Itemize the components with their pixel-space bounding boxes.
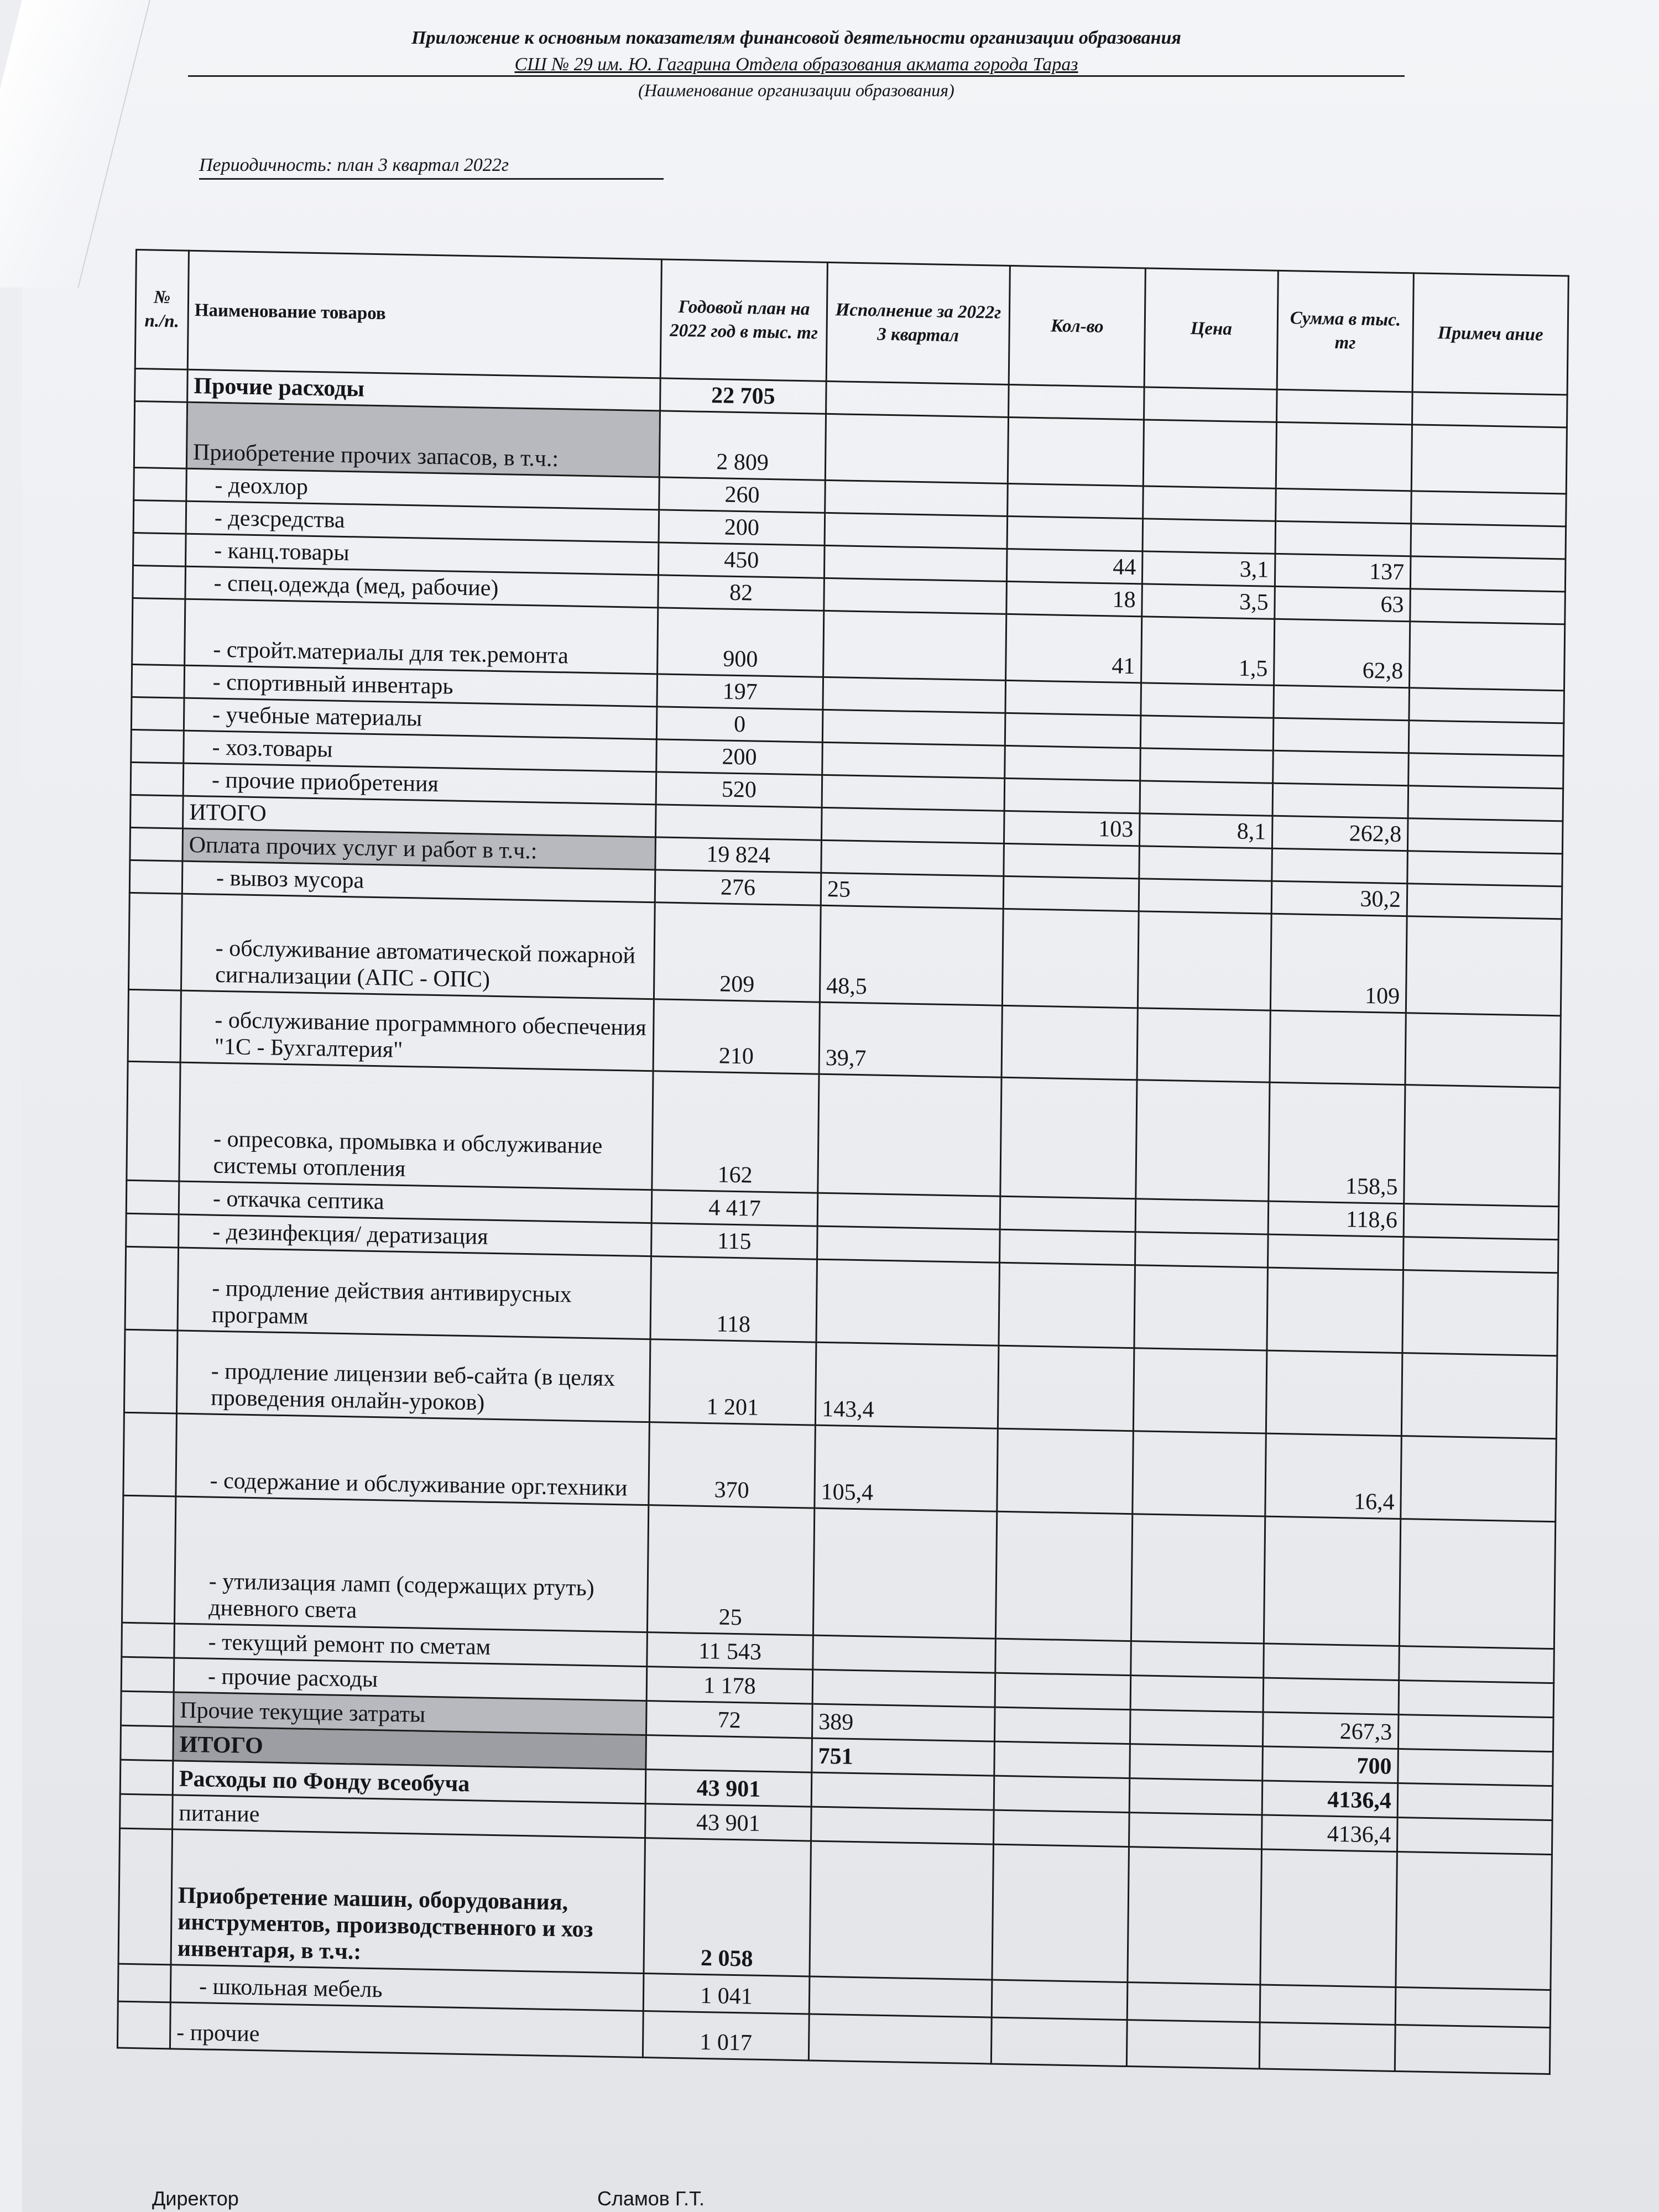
- name-cell: - продление действия антивирусных программ: [178, 1248, 651, 1339]
- name-cell: - продление лицензии веб-сайта (в целях проведения онлайн-уроков): [176, 1331, 650, 1422]
- expense-table: [117, 249, 1569, 2075]
- plan-cell: 370: [649, 1422, 816, 1508]
- qty-cell: [1002, 909, 1139, 1008]
- qty-cell: [994, 1810, 1130, 1846]
- price-cell: [1135, 1232, 1269, 1267]
- sum-cell: [1267, 1267, 1404, 1353]
- sum-cell: 16,4: [1265, 1433, 1402, 1519]
- name-cell: Оплата прочих услуг и работ в т.ч.:: [182, 828, 656, 870]
- exec-cell: [811, 1772, 994, 1810]
- price-cell: 1,5: [1141, 617, 1275, 685]
- qty-cell: [1005, 680, 1141, 715]
- plan-cell: 1 201: [649, 1339, 816, 1425]
- qty-cell: [995, 1639, 1131, 1675]
- plan-cell: 19 824: [655, 837, 822, 873]
- sum-cell: 137: [1275, 554, 1411, 588]
- price-cell: [1131, 1514, 1265, 1644]
- name-cell: Расходы по Фонду всеобуча: [173, 1761, 646, 1804]
- note-cell: [1399, 1646, 1554, 1683]
- col-note-header: Примеч ание: [1412, 273, 1568, 395]
- num-cell: [120, 1794, 173, 1829]
- name-cell: Приобретение прочих запасов, в т.ч.:: [186, 402, 660, 477]
- qty-cell: [1005, 745, 1141, 780]
- sum-cell: 62,8: [1274, 619, 1410, 687]
- sum-cell: [1277, 389, 1413, 424]
- note-cell: [1398, 1749, 1553, 1786]
- exec-cell: [821, 840, 1004, 876]
- name-cell: Приобретение машин, оборудования, инструментов, производственного и хоз инвентаря, в т.ч.:: [171, 1829, 645, 1974]
- name-cell: - хоз.товары: [184, 731, 657, 772]
- note-cell: [1410, 556, 1566, 592]
- organization-caption: (Наименование организации образования): [638, 80, 954, 100]
- price-cell: [1142, 519, 1276, 554]
- note-cell: [1404, 1204, 1559, 1240]
- name-cell: - дезсредства: [186, 501, 659, 542]
- note-cell: [1410, 622, 1565, 691]
- organization-name: СШ № 29 им. Ю. Гагарина Отдела образования акмата города Тараз: [514, 54, 1078, 75]
- table-row: [122, 1495, 1555, 1648]
- note-cell: [1411, 491, 1567, 526]
- exec-cell: [825, 480, 1008, 516]
- expense-table-wrap: [117, 249, 1568, 2075]
- exec-cell: 48,5: [820, 905, 1003, 1005]
- num-cell: [134, 401, 187, 468]
- qty-cell: [1004, 778, 1140, 813]
- num-cell: [131, 697, 184, 731]
- sum-cell: [1264, 1516, 1400, 1646]
- price-cell: [1130, 1676, 1264, 1712]
- price-cell: [1126, 2020, 1260, 2069]
- sum-cell: [1276, 488, 1412, 523]
- name-cell: - опресовка, промывка и обслуживание системы отопления: [179, 1062, 653, 1190]
- price-cell: [1141, 683, 1274, 718]
- num-cell: [128, 989, 181, 1062]
- exec-cell: [817, 1226, 1000, 1262]
- qty-cell: 44: [1006, 549, 1142, 583]
- num-cell: [123, 1412, 177, 1496]
- plan-cell: 1 017: [643, 2011, 809, 2060]
- sum-cell: [1260, 1849, 1397, 1987]
- exec-cell: [822, 742, 1005, 778]
- col-plan-header: Годовой план на 2022 год в тыс. тг: [660, 259, 827, 381]
- exec-cell: [816, 1259, 1000, 1345]
- exec-cell: [810, 1841, 994, 1980]
- sum-cell: 30,2: [1271, 881, 1407, 916]
- qty-cell: [1007, 516, 1143, 551]
- note-cell: [1410, 589, 1566, 624]
- name-cell: - учебные материалы: [184, 698, 657, 739]
- plan-cell: [655, 805, 822, 840]
- name-cell: - канц.товары: [185, 534, 659, 575]
- price-cell: [1129, 1778, 1262, 1815]
- exec-cell: [822, 709, 1005, 745]
- qty-cell: [994, 1741, 1130, 1778]
- num-cell: [132, 664, 185, 698]
- col-price-header: Цена: [1144, 268, 1278, 389]
- name-cell: - текущий ремонт по сметам: [174, 1624, 648, 1667]
- num-cell: [133, 500, 186, 534]
- col-num-header: № п./п.: [135, 250, 189, 370]
- note-cell: [1407, 851, 1563, 886]
- exec-cell: [822, 775, 1005, 811]
- sum-cell: [1275, 521, 1411, 556]
- plan-cell: 1 178: [646, 1667, 813, 1704]
- plan-cell: 25: [647, 1505, 814, 1635]
- sum-cell: 700: [1262, 1746, 1399, 1783]
- note-cell: [1397, 1817, 1552, 1854]
- qty-cell: [991, 2017, 1127, 2066]
- exec-cell: [812, 1670, 995, 1707]
- plan-cell: 115: [651, 1223, 818, 1259]
- note-cell: [1401, 1436, 1557, 1522]
- price-cell: 3,5: [1142, 584, 1275, 619]
- sum-cell: [1259, 2022, 1395, 2071]
- name-cell: - прочие приобретения: [183, 763, 656, 805]
- exec-cell: [813, 1635, 996, 1673]
- sum-cell: [1270, 1010, 1406, 1084]
- plan-cell: 22 705: [660, 378, 827, 414]
- plan-cell: 82: [658, 575, 825, 611]
- director-label: Директор: [152, 2187, 239, 2210]
- qty-cell: [1003, 876, 1139, 911]
- price-cell: [1131, 1641, 1264, 1678]
- price-cell: [1138, 911, 1271, 1010]
- note-cell: [1407, 818, 1563, 854]
- exec-cell: [826, 381, 1009, 417]
- num-cell: [120, 1760, 173, 1795]
- name-cell: - спец.одежда (мед, рабочие): [185, 566, 659, 608]
- sum-cell: 109: [1270, 914, 1407, 1013]
- plan-cell: 2 058: [644, 1838, 811, 1976]
- num-cell: [121, 1725, 174, 1761]
- qty-cell: [992, 1844, 1129, 1982]
- plan-cell: 2 809: [659, 411, 826, 480]
- sum-cell: 262,8: [1272, 816, 1408, 851]
- organization-underline: [188, 75, 1405, 77]
- qty-cell: 18: [1006, 581, 1142, 616]
- price-cell: [1140, 781, 1273, 816]
- plan-cell: 43 901: [645, 1770, 812, 1807]
- qty-cell: [1005, 713, 1141, 748]
- plan-cell: 43 901: [645, 1804, 812, 1841]
- num-cell: [128, 893, 182, 990]
- name-cell: - обслуживание программного обеспечения "1С - Бухгалтерия": [180, 990, 654, 1071]
- price-cell: [1143, 420, 1276, 488]
- qty-cell: [1001, 1005, 1138, 1079]
- plan-cell: 118: [650, 1256, 817, 1342]
- note-cell: [1395, 1987, 1551, 2027]
- price-cell: [1135, 1199, 1269, 1234]
- num-cell: [122, 1623, 175, 1658]
- exec-cell: [808, 2014, 992, 2064]
- num-cell: [127, 1061, 180, 1181]
- sum-cell: 118,6: [1268, 1201, 1404, 1237]
- sum-cell: [1272, 783, 1408, 818]
- num-cell: [132, 598, 185, 665]
- note-cell: [1408, 753, 1564, 789]
- price-cell: [1137, 1008, 1270, 1082]
- name-cell: - прочие: [170, 2002, 643, 2058]
- sum-cell: [1273, 718, 1409, 753]
- exec-cell: [823, 611, 1006, 680]
- name-cell: - вывоз мусора: [182, 861, 655, 902]
- price-cell: [1133, 1348, 1267, 1433]
- note-cell: [1396, 1851, 1552, 1990]
- num-cell: [121, 1657, 174, 1692]
- qty-cell: [995, 1511, 1132, 1641]
- col-sum-header: Сумма в тыс. тг: [1277, 270, 1413, 392]
- qty-cell: [994, 1707, 1130, 1744]
- price-cell: [1130, 1744, 1263, 1781]
- exec-cell: [813, 1508, 997, 1639]
- exec-cell: [821, 807, 1004, 843]
- col-name-header: Наименование товаров: [187, 251, 661, 378]
- note-cell: [1399, 1681, 1554, 1718]
- name-cell: Прочие расходы: [187, 369, 661, 411]
- num-cell: [131, 729, 184, 763]
- num-cell: [121, 1691, 174, 1726]
- note-cell: [1403, 1237, 1558, 1273]
- note-cell: [1412, 392, 1567, 427]
- exec-cell: 25: [821, 873, 1004, 909]
- note-cell: [1408, 721, 1564, 756]
- document-header: [188, 28, 1405, 101]
- sum-cell: [1266, 1350, 1402, 1436]
- price-cell: [1133, 1431, 1266, 1516]
- num-cell: [131, 762, 184, 796]
- note-cell: [1411, 425, 1567, 494]
- plan-cell: 520: [656, 772, 822, 807]
- sum-cell: 4136,4: [1262, 1781, 1398, 1817]
- price-cell: [1128, 1847, 1262, 1985]
- plan-cell: 260: [659, 477, 826, 513]
- price-cell: [1139, 846, 1272, 881]
- price-cell: 8,1: [1139, 813, 1272, 848]
- director-name: Сламов Г.Т.: [597, 2187, 705, 2210]
- plan-cell: 210: [653, 999, 820, 1074]
- price-cell: [1127, 1983, 1260, 2022]
- plan-cell: 11 543: [647, 1632, 813, 1670]
- exec-cell: [824, 545, 1007, 581]
- note-cell: [1401, 1353, 1557, 1439]
- num-cell: [122, 1495, 175, 1624]
- document-title: Приложение к основным показателям финансовой деятельности организации образования: [411, 28, 1181, 48]
- price-cell: [1140, 716, 1274, 750]
- num-cell: [126, 1213, 179, 1248]
- periodicity: Периодичность: план 3 квартал 2022г: [199, 155, 664, 180]
- name-cell: - откачка септика: [179, 1181, 652, 1223]
- plan-cell: [646, 1735, 812, 1772]
- price-cell: [1140, 748, 1274, 783]
- plan-cell: 209: [654, 902, 821, 1002]
- note-cell: [1399, 1519, 1555, 1649]
- sum-cell: [1276, 422, 1412, 491]
- num-cell: [124, 1329, 178, 1413]
- plan-cell: 72: [646, 1701, 812, 1738]
- price-cell: [1139, 879, 1272, 914]
- price-cell: [1134, 1265, 1268, 1350]
- exec-cell: 39,7: [819, 1002, 1002, 1077]
- exec-cell: [818, 1074, 1001, 1196]
- price-cell: [1129, 1813, 1262, 1849]
- col-exec-header: Исполнение за 2022г 3 квартал: [826, 262, 1010, 384]
- sum-cell: 267,3: [1262, 1712, 1399, 1749]
- qty-cell: [994, 1776, 1130, 1812]
- note-cell: [1411, 524, 1566, 559]
- plan-cell: 276: [655, 870, 821, 905]
- name-cell: - утилизация ламп (содержащих ртуть) дневного света: [174, 1496, 648, 1632]
- exec-cell: 389: [812, 1704, 995, 1741]
- qty-cell: [1004, 843, 1140, 878]
- qty-cell: [1008, 417, 1144, 486]
- num-cell: [135, 368, 188, 402]
- sum-cell: [1273, 750, 1409, 785]
- note-cell: [1395, 2025, 1550, 2074]
- sum-cell: 4136,4: [1261, 1815, 1397, 1851]
- name-cell: - содержание и обслуживание орг.техники: [176, 1413, 650, 1505]
- exec-cell: [824, 578, 1007, 614]
- num-cell: [129, 860, 182, 894]
- sum-cell: [1260, 1985, 1396, 2025]
- note-cell: [1404, 1085, 1560, 1207]
- price-cell: [1144, 387, 1277, 422]
- exec-cell: [811, 1807, 994, 1844]
- sum-cell: [1264, 1644, 1400, 1680]
- num-cell: [134, 467, 187, 501]
- col-qty-header: Кол-во: [1009, 265, 1145, 387]
- name-cell: ИТОГО: [173, 1726, 646, 1770]
- name-cell: - стройт.материалы для тек.ремонта: [185, 599, 658, 674]
- price-cell: [1136, 1080, 1270, 1201]
- num-cell: [117, 2001, 170, 2049]
- qty-cell: 41: [1006, 614, 1142, 682]
- name-cell: ИТОГО: [183, 796, 656, 837]
- qty-cell: [1009, 384, 1145, 419]
- qty-cell: [995, 1673, 1131, 1709]
- num-cell: [126, 1180, 179, 1214]
- price-cell: [1130, 1710, 1263, 1746]
- name-cell: - спортивный инвентарь: [184, 665, 658, 707]
- note-cell: [1402, 1270, 1558, 1356]
- note-cell: [1407, 884, 1562, 919]
- exec-cell: [823, 677, 1006, 713]
- exec-cell: 143,4: [815, 1342, 999, 1428]
- qty-cell: [992, 1980, 1128, 2020]
- table-row: [118, 1828, 1552, 1990]
- exec-cell: [809, 1976, 992, 2017]
- exec-cell: [825, 414, 1008, 483]
- document-sheet: [22, 0, 1659, 2212]
- plan-cell: 0: [656, 707, 823, 742]
- exec-cell: [817, 1193, 1000, 1229]
- sum-cell: [1267, 1234, 1404, 1270]
- qty-cell: [998, 1345, 1134, 1431]
- plan-cell: 4 417: [651, 1190, 818, 1226]
- name-cell: Прочие текущие затраты: [174, 1692, 647, 1735]
- plan-cell: 197: [657, 674, 823, 709]
- num-cell: [118, 1828, 173, 1965]
- exec-cell: 751: [812, 1738, 995, 1776]
- plan-cell: 1 041: [643, 1974, 810, 2014]
- price-cell: [1143, 486, 1276, 521]
- qty-cell: [999, 1262, 1135, 1348]
- note-cell: [1408, 786, 1563, 821]
- sum-cell: 63: [1275, 586, 1411, 621]
- num-cell: [130, 827, 183, 861]
- qty-cell: [1000, 1229, 1136, 1265]
- note-cell: [1405, 1013, 1561, 1088]
- page-fold: [0, 0, 150, 288]
- name-cell: - дезинфекция/ дератизация: [179, 1214, 652, 1256]
- qty-cell: [1000, 1196, 1136, 1232]
- note-cell: [1397, 1783, 1553, 1820]
- num-cell: [125, 1246, 179, 1331]
- sum-cell: 158,5: [1269, 1082, 1405, 1203]
- name-cell: питание: [173, 1795, 646, 1838]
- sum-cell: [1263, 1678, 1399, 1714]
- plan-cell: 200: [659, 510, 825, 545]
- num-cell: [133, 533, 186, 566]
- note-cell: [1409, 688, 1564, 723]
- note-cell: [1406, 916, 1562, 1016]
- plan-cell: 200: [656, 739, 823, 775]
- num-cell: [131, 795, 184, 828]
- plan-cell: 450: [658, 542, 825, 578]
- note-cell: [1398, 1715, 1553, 1752]
- qty-cell: [1008, 483, 1144, 518]
- sum-cell: [1272, 848, 1408, 883]
- name-cell: - обслуживание автоматической пожарной сигнализации (АПС - ОПС): [181, 894, 655, 999]
- name-cell: - прочие расходы: [174, 1658, 647, 1701]
- name-cell: - деохлор: [186, 468, 660, 510]
- name-cell: - школьная мебель: [170, 1965, 644, 2011]
- num-cell: [118, 1964, 171, 2002]
- sum-cell: [1274, 685, 1410, 720]
- exec-cell: 105,4: [815, 1425, 998, 1511]
- plan-cell: 162: [652, 1071, 819, 1193]
- price-cell: 3,1: [1142, 551, 1275, 586]
- plan-cell: 900: [658, 608, 824, 677]
- qty-cell: [997, 1428, 1134, 1514]
- exec-cell: [825, 513, 1008, 549]
- qty-cell: [1000, 1077, 1137, 1198]
- qty-cell: 103: [1004, 811, 1140, 846]
- num-cell: [133, 565, 186, 599]
